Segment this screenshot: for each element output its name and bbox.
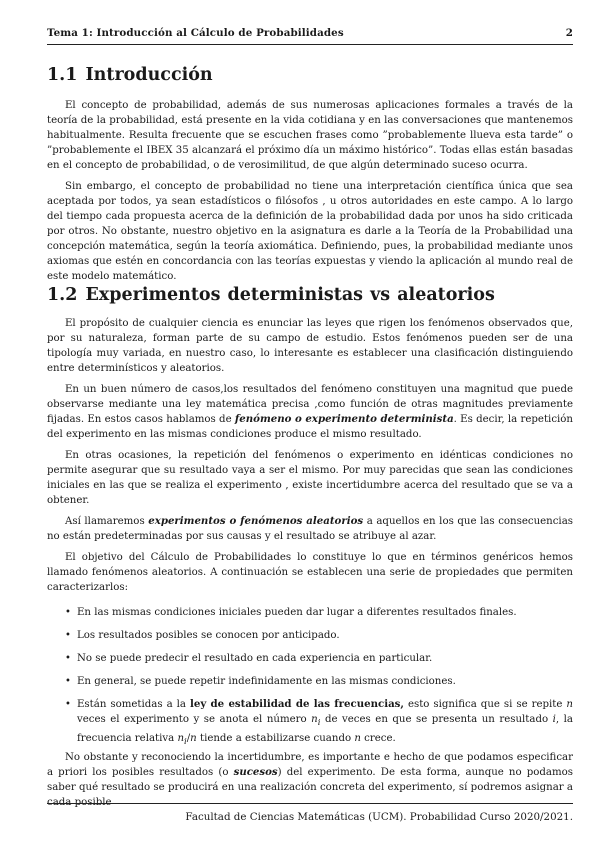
bullet-icon: • [65,676,71,687]
list-item [65,697,573,750]
emphasis-term: sucesos [233,766,278,779]
bullet-icon: • [65,653,71,664]
paragraph-text: ) del experimento. De esta forma, aunque no podamos saber qué resultado se producirá en una realización concreta del experimento, sí podremos asignar a cada posible [47,767,573,809]
math-variable: n [311,714,318,725]
running-header [47,27,573,45]
section-number: 1.2 [47,285,78,305]
properties-list [47,605,573,750]
list-item-text: tiende a estabilizarse cuando [196,733,355,745]
header-title: Tema 1: Introducción al Cálculo de Probabilidades [47,27,344,39]
math-operator: / [186,733,191,745]
list-item-text: En las mismas condiciones iniciales pueden dar lugar a diferentes resultados finales. [77,607,517,618]
bullet-icon: • [65,607,71,618]
list-item-text: No se puede predecir el resultado en cada experiencia en particular. [77,653,433,664]
bullet-icon: • [65,699,71,710]
math-subscript: i [317,718,321,729]
paragraph [47,750,573,810]
section-heading-experimentos [47,284,573,306]
math-variable: n [190,733,197,745]
list-item-text: crece. [360,733,396,745]
list-item-text: Están sometidas a la [77,699,190,710]
list-item-text: de veces en que se presenta un resultado [320,714,553,725]
section-title: Experimentos deterministas vs aleatorios [85,285,495,305]
page-number: 2 [565,27,573,39]
math-variable: n [566,699,573,710]
paragraph: El objetivo del Cálculo de Probabilidades lo constituye lo que en términos genéricos hemos llamado fenómenos aleatorios. A continuación se establecen una serie de propiedades que permiten caracterizarlos: [47,552,573,593]
list-item-text: esto significa que si se repite [403,699,567,710]
paragraph: Sin embargo, el concepto de probabilidad no tiene una interpretación científica única que sea aceptada por todos, ya sean estadísticos o filósofos , u otros autoridades en este campo. A lo largo del tiempo cada propuesta acerca de la definición de la probabilidad dada por unos ha sido criticada por otros. No obstante, nuestro objetivo en la asignatura es darle a la Teoría de la Probabilidad una concepción matemática, según la teoría axiomática. Definiendo, pues, la probabilidad mediante unos axiomas que estén en concordancia con las teorías expuestas y viendo la aplicación al mundo real de este modelo matemático. [47,181,573,282]
list-item-text: veces el experimento y se anota el número [77,714,312,725]
paragraph-text: . Es decir, la repetición del experimento en las mismas condiciones produce el mismo resultado. [47,414,573,440]
paragraph [47,382,573,442]
bullet-icon: • [65,630,71,641]
footer-text: Facultad de Ciencias Matemáticas (UCM). Probabilidad Curso 2020/2021. [185,811,573,823]
list-item-text: En general, se puede repetir indefinidamente en las mismas condiciones. [77,676,456,687]
list-item [65,651,573,666]
math-variable: n [177,733,185,745]
section-title: Introducción [85,65,213,85]
section-number: 1.1 [47,65,78,85]
list-item [65,628,573,643]
section-body-introduccion [47,98,573,284]
math-subscript: i [184,737,187,748]
running-footer [47,803,573,823]
list-item-text: Los resultados posibles se conocen por anticipado. [77,630,340,641]
paragraph [47,514,573,544]
emphasis-term: experimentos o fenómenos aleatorios [148,515,364,527]
emphasis-term: fenómeno o experimento determinista [234,413,454,425]
section-heading-introduccion [47,64,573,86]
math-variable: n [354,733,361,745]
list-item [65,674,573,689]
paragraph: El concepto de probabilidad, además de sus numerosas aplicaciones formales a través de la teoría de la probabilidad, está presente en la vida cotidiana y en las conversaciones que mantenemos habitualmente. Resulta frecuente que se escuchen frases como ”probablemente llueva esta tarde” o ”probablemente el IBEX 35 alcanzará el próximo día un máximo histórico”. Todas ellas están basadas en el concepto de probabilidad, o de verosimilitud, de que algún determinado suceso ocurra. [47,100,573,171]
list-item [65,605,573,620]
paragraph: El propósito de cualquier ciencia es enunciar las leyes que rigen los fenómenos observados que, por su naturaleza, forman parte de su campo de estudio. Estos fenómenos pueden ser de una tipología muy variada, en nuestro caso, lo interesante es establecer una clasificación distinguiendo entre determinísticos y aleatorios. [47,318,573,374]
section-body-experimentos [47,316,573,810]
emphasis-term: ley de estabilidad de las frecuencias, [189,698,404,710]
paragraph-text: No obstante y reconociendo la incertidumbre, es importante e hecho de que podamos especificar a priori los posibles resultados (o [47,752,573,779]
paragraph-text: En un buen número de casos,los resultados del fenómeno constituyen una magnitud que puede observarse mediante una ley matemática precisa ,como función de otras magnitudes previamente fijadas. En estos casos hablamos de [47,384,573,425]
paragraph-text: Así llamaremos [65,516,149,527]
paragraph-text: a aquellos en los que las consecuencias no están predeterminadas por sus causas y el resultado se atribuye al azar. [47,516,573,542]
paragraph: En otras ocasiones, la repetición del fenómenos o experimento en idénticas condiciones no permite asegurar que su resultado vaya a ser el mismo. Por muy parecidas que sean las condiciones iniciales en las que se realiza el experimento , existe incertidumbre acerca del resultado que se va a obtener. [47,450,573,506]
page-content [47,64,573,810]
list-item-text: , la frecuencia relativa [77,714,574,745]
math-variable: i [552,714,556,725]
